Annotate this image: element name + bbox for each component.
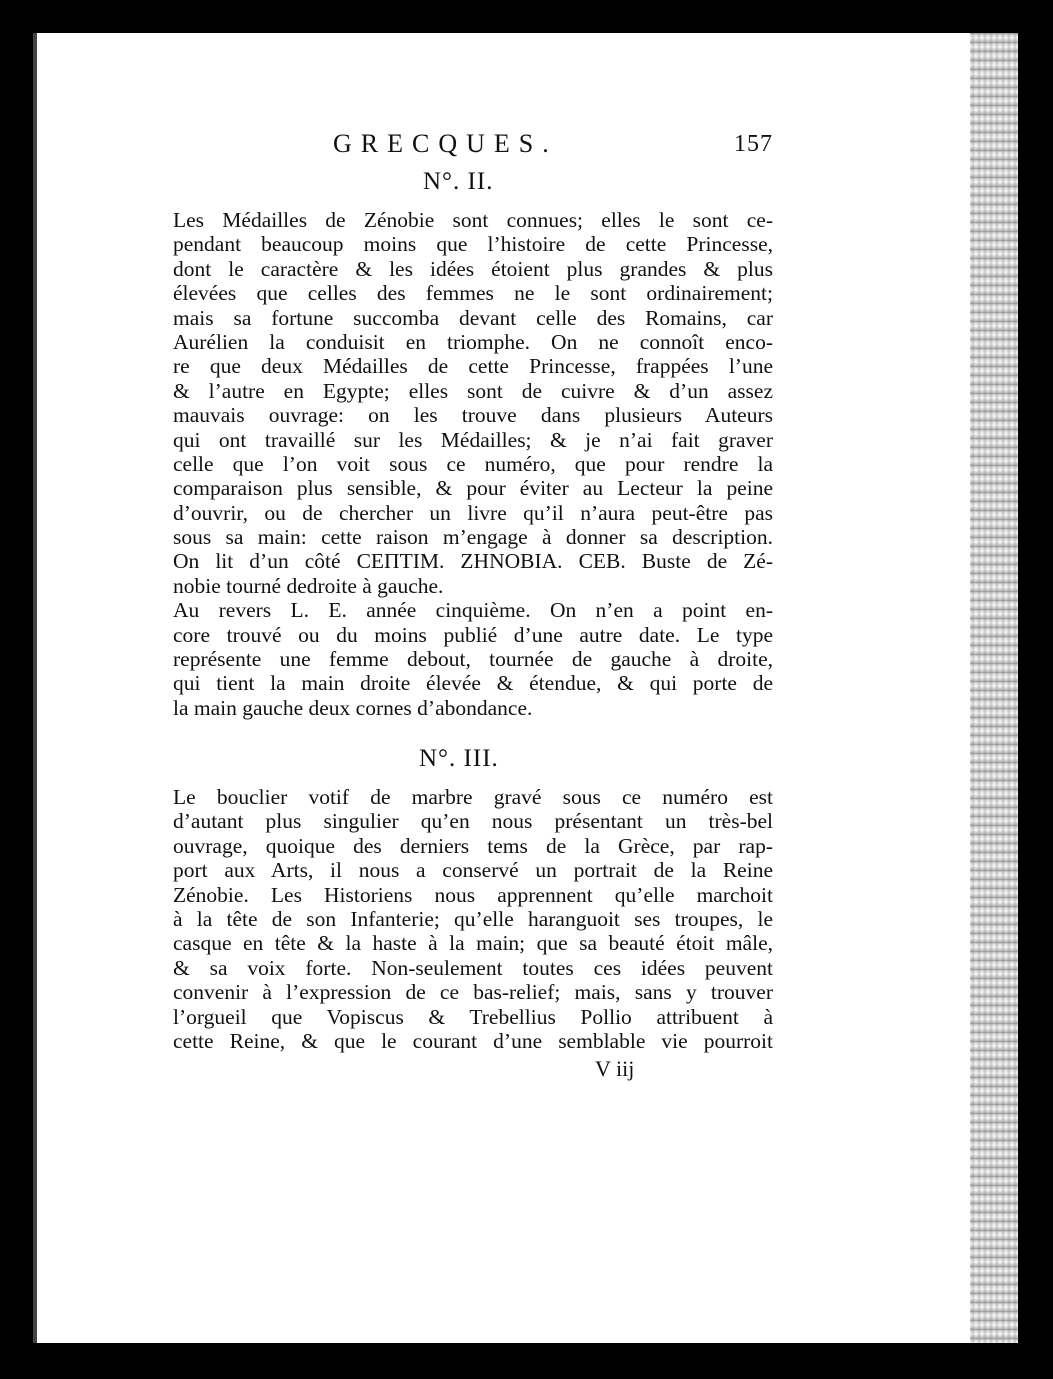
text-line: casque en tête & la haste à la main; que sa beauté étoit mâle, (173, 931, 773, 956)
text-line: l’orgueil que Vopiscus & Trebellius Pollio attribuent à (173, 1004, 773, 1029)
text-line: élevées que celles des femmes ne le sont ordinairement; (173, 281, 773, 306)
section-heading-2: N°. II. (423, 168, 494, 195)
text-line: Zénobie. Les Historiens nous apprennent qu’elle marchoit (173, 882, 773, 907)
text-line: à la tête de son Infanterie; qu’elle haranguoit ses troupes, le (173, 906, 773, 931)
text-line: Les Médailles de Zénobie sont connues; elles le sont ce- (173, 208, 773, 232)
text-line: qui tient la main droite élevée & étendue, & qui porte de (173, 671, 773, 696)
text-line: d’autant plus singulier qu’en nous présentant un très-bel (173, 809, 773, 834)
text-line: la main gauche deux cornes d’abondance. (173, 695, 533, 720)
text-line: comparaison plus sensible, & pour éviter au Lecteur la peine (173, 476, 773, 501)
text-line: On lit d’un côté CEΠTIM. ZHNOBIA. CEB. Buste de Zé- (173, 549, 773, 574)
text-line: représente une femme debout, tournée de gauche à droite, (173, 647, 773, 672)
text-line: celle que l’on voit sous ce numéro, que pour rendre la (173, 451, 773, 476)
text-line: pendant beaucoup moins que l’histoire de cette Princesse, (173, 232, 773, 257)
signature-mark: V iij (595, 1056, 635, 1081)
text-line: dont le caractère & les idées étoient plus grandes & plus (173, 256, 773, 281)
text-line: nobie tourné dedroite à gauche. (173, 573, 444, 598)
section-2-text (173, 208, 773, 720)
text-line: mauvais ouvrage: on les trouve dans plusieurs Auteurs (173, 403, 773, 428)
text-line: port aux Arts, il nous a conservé un portrait de la Reine (173, 858, 773, 883)
text-line: Au revers L. E. année cinquième. On n’en a point en- (173, 598, 773, 623)
page-number: 157 (734, 131, 773, 157)
text-line: qui ont travaillé sur les Médailles; & je n’ai fait graver (173, 427, 773, 452)
text-line: mais sa fortune succomba devant celle des Romains, car (173, 305, 773, 330)
text-line: d’ouvrir, ou de chercher un livre qu’il n’aura peut-être pas (173, 500, 773, 525)
text-line: core trouvé ou du moins publié d’une autre date. Le type (173, 622, 773, 647)
text-line: sous sa main: cette raison m’engage à donner sa description. (173, 525, 773, 550)
page-fore-edge (970, 33, 1018, 1343)
text-line: Aurélien la conduisit en triomphe. On ne connoît enco- (173, 329, 773, 354)
section-heading-3: N°. III. (419, 745, 499, 772)
text-line: Le bouclier votif de marbre gravé sous ce numéro est (173, 785, 773, 809)
page-left-edge (33, 33, 37, 1343)
text-line: & sa voix forte. Non-seulement toutes ces idées peuvent (173, 955, 773, 980)
text-line: convenir à l’expression de ce bas-relief; mais, sans y trouver (173, 980, 773, 1005)
running-title: GRECQUES. (333, 129, 558, 158)
book-page (33, 33, 1018, 1343)
text-line: & l’autre en Egypte; elles sont de cuivre & d’un assez (173, 378, 773, 403)
text-line: re que deux Médailles de cette Princesse, frappées l’une (173, 354, 773, 379)
text-line: ouvrage, quoique des derniers tems de la Grèce, par rap- (173, 833, 773, 858)
section-3-text (173, 785, 773, 1053)
text-line: cette Reine, & que le courant d’une semblable vie pourroit (173, 1028, 773, 1053)
